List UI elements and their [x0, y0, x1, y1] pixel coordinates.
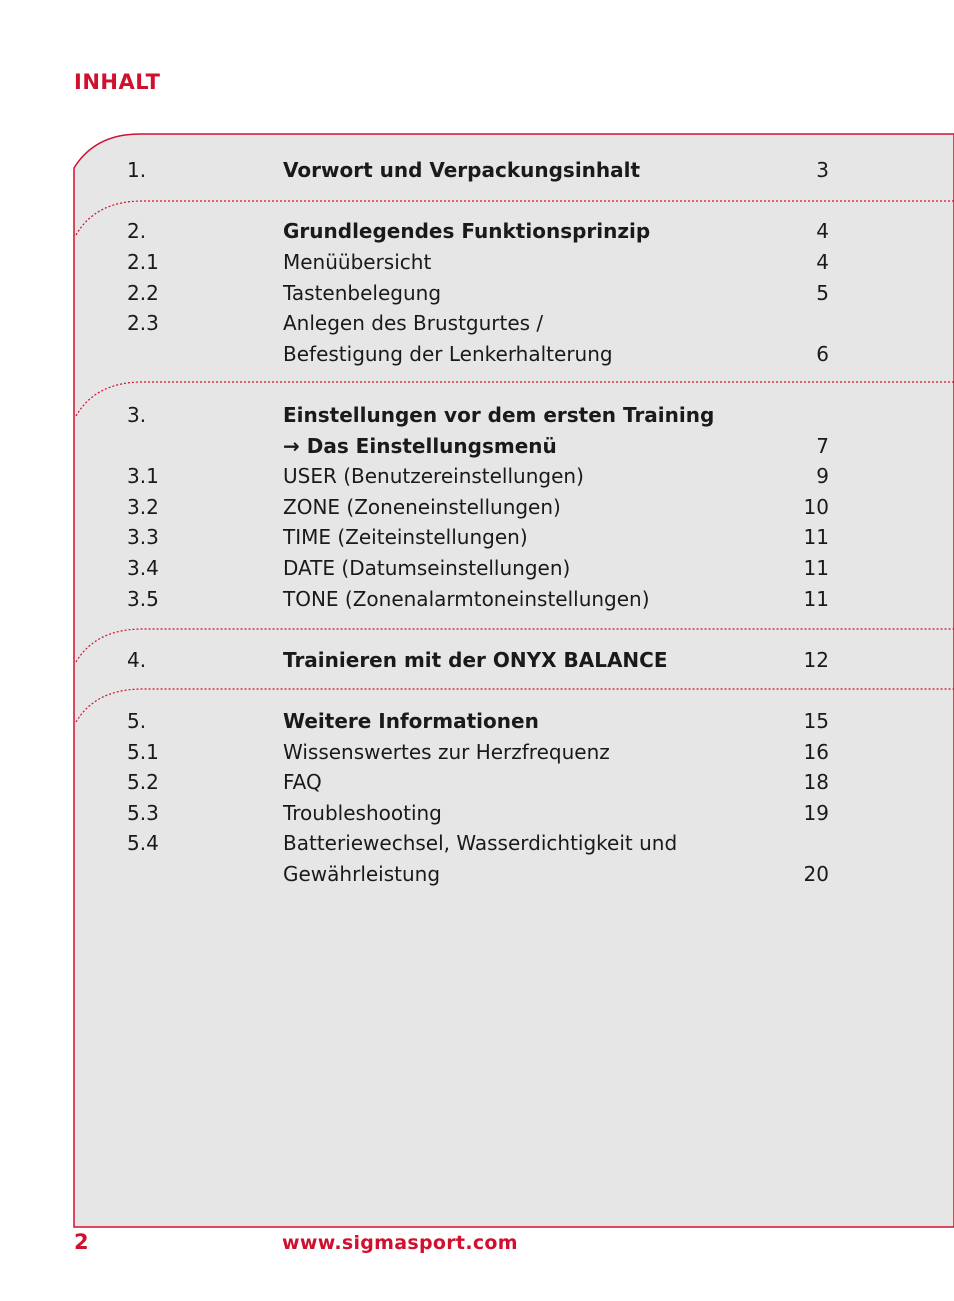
- toc-entry-page: 16: [803, 740, 829, 764]
- toc-entry[interactable]: [0, 216, 954, 246]
- toc-entry-title: Trainieren mit der ONYX BALANCE: [283, 648, 668, 672]
- toc-entry-title: TONE (Zonenalarmtoneinstellungen): [283, 587, 650, 611]
- toc-entry-title: TIME (Zeiteinstellungen): [283, 525, 528, 549]
- toc-entry-title: → Das Einstellungsmenü: [283, 434, 557, 458]
- toc-entry-number: 4.: [127, 648, 147, 672]
- toc-entry-title: ZONE (Zoneneinstellungen): [283, 495, 561, 519]
- toc-entry-page: 4: [816, 219, 829, 243]
- toc-entry-page: 19: [803, 801, 829, 825]
- toc-entry[interactable]: [0, 247, 954, 277]
- toc-entry[interactable]: [0, 798, 954, 828]
- toc-entry-title: Weitere Informationen: [283, 709, 539, 733]
- toc-entry-number: 3.: [127, 403, 147, 427]
- toc-entry-number: 1.: [127, 158, 147, 182]
- toc-entry-number: 3.1: [127, 464, 159, 488]
- toc-entry[interactable]: [0, 492, 954, 522]
- toc-entry-number: 5.: [127, 709, 147, 733]
- toc-entry-page: 3: [816, 158, 829, 182]
- toc-entry-title: Grundlegendes Funktionsprinzip: [283, 219, 651, 243]
- toc-entry-number: 2.1: [127, 250, 159, 274]
- toc-entry-number: 3.5: [127, 587, 159, 611]
- toc-entry-number: 2.: [127, 219, 147, 243]
- toc-entry-title: Befestigung der Lenkerhalterung: [283, 342, 613, 366]
- toc-entry[interactable]: [0, 308, 954, 338]
- toc-entry-title: Batteriewechsel, Wasserdichtigkeit und: [283, 831, 678, 855]
- toc-entry-page: 12: [803, 648, 829, 672]
- toc-entry[interactable]: [0, 828, 954, 858]
- toc-entry-page: 15: [803, 709, 829, 733]
- toc-entry-continued[interactable]: [0, 859, 954, 889]
- toc-entry-page: 11: [803, 587, 829, 611]
- toc-entry[interactable]: [0, 706, 954, 736]
- toc-entry-title: Menüübersicht: [283, 250, 432, 274]
- toc-entry-page: 20: [803, 862, 829, 886]
- toc-entry-title: Anlegen des Brustgurtes /: [283, 311, 544, 335]
- toc-entry[interactable]: [0, 155, 954, 185]
- toc-entry-title: Gewährleistung: [283, 862, 441, 886]
- toc-entry[interactable]: [0, 278, 954, 308]
- toc-entry-title: Tastenbelegung: [283, 281, 442, 305]
- toc-entry-number: 2.3: [127, 311, 159, 335]
- toc-entry-title: Wissenswertes zur Herzfrequenz: [283, 740, 610, 764]
- toc-entry-page: 4: [816, 250, 829, 274]
- toc-entry-number: 3.4: [127, 556, 159, 580]
- toc-entry-title: Vorwort und Verpackungsinhalt: [283, 158, 641, 182]
- toc-entry-page: 10: [803, 495, 829, 519]
- toc-entry-number: 3.3: [127, 525, 159, 549]
- toc-entry[interactable]: [0, 737, 954, 767]
- toc-entry-title: Einstellungen vor dem ersten Training: [283, 403, 715, 427]
- toc-entry-title: Troubleshooting: [283, 801, 442, 825]
- toc-entry-page: 9: [816, 464, 829, 488]
- toc-entry-page: 7: [816, 434, 829, 458]
- toc-entry-number: 3.2: [127, 495, 159, 519]
- toc-entry-page: 11: [803, 525, 829, 549]
- website-link[interactable]: www.sigmasport.com: [282, 1232, 518, 1254]
- toc-entry-number: 5.2: [127, 770, 159, 794]
- toc-entry-title: USER (Benutzereinstellungen): [283, 464, 584, 488]
- toc-entry[interactable]: [0, 767, 954, 797]
- toc-entry-number: 2.2: [127, 281, 159, 305]
- toc-entry-page: 5: [816, 281, 829, 305]
- toc-entry-number: 5.3: [127, 801, 159, 825]
- toc-entry-number: 5.1: [127, 740, 159, 764]
- toc-entry-title: FAQ: [283, 770, 322, 794]
- toc-entry[interactable]: [0, 400, 954, 430]
- page-number: 2: [74, 1230, 89, 1254]
- toc-entry[interactable]: [0, 645, 954, 675]
- toc-entry-continued[interactable]: [0, 339, 954, 369]
- toc-entry[interactable]: [0, 522, 954, 552]
- toc-entry-page: 11: [803, 556, 829, 580]
- toc-entry-number: 5.4: [127, 831, 159, 855]
- section-heading: INHALT: [74, 70, 161, 94]
- toc-entry-continued[interactable]: [0, 431, 954, 461]
- toc-entry-title: DATE (Datumseinstellungen): [283, 556, 571, 580]
- toc-entry-page: 6: [816, 342, 829, 366]
- toc-entry[interactable]: [0, 553, 954, 583]
- toc-entry-page: 18: [803, 770, 829, 794]
- toc-entry[interactable]: [0, 584, 954, 614]
- toc-entry[interactable]: [0, 461, 954, 491]
